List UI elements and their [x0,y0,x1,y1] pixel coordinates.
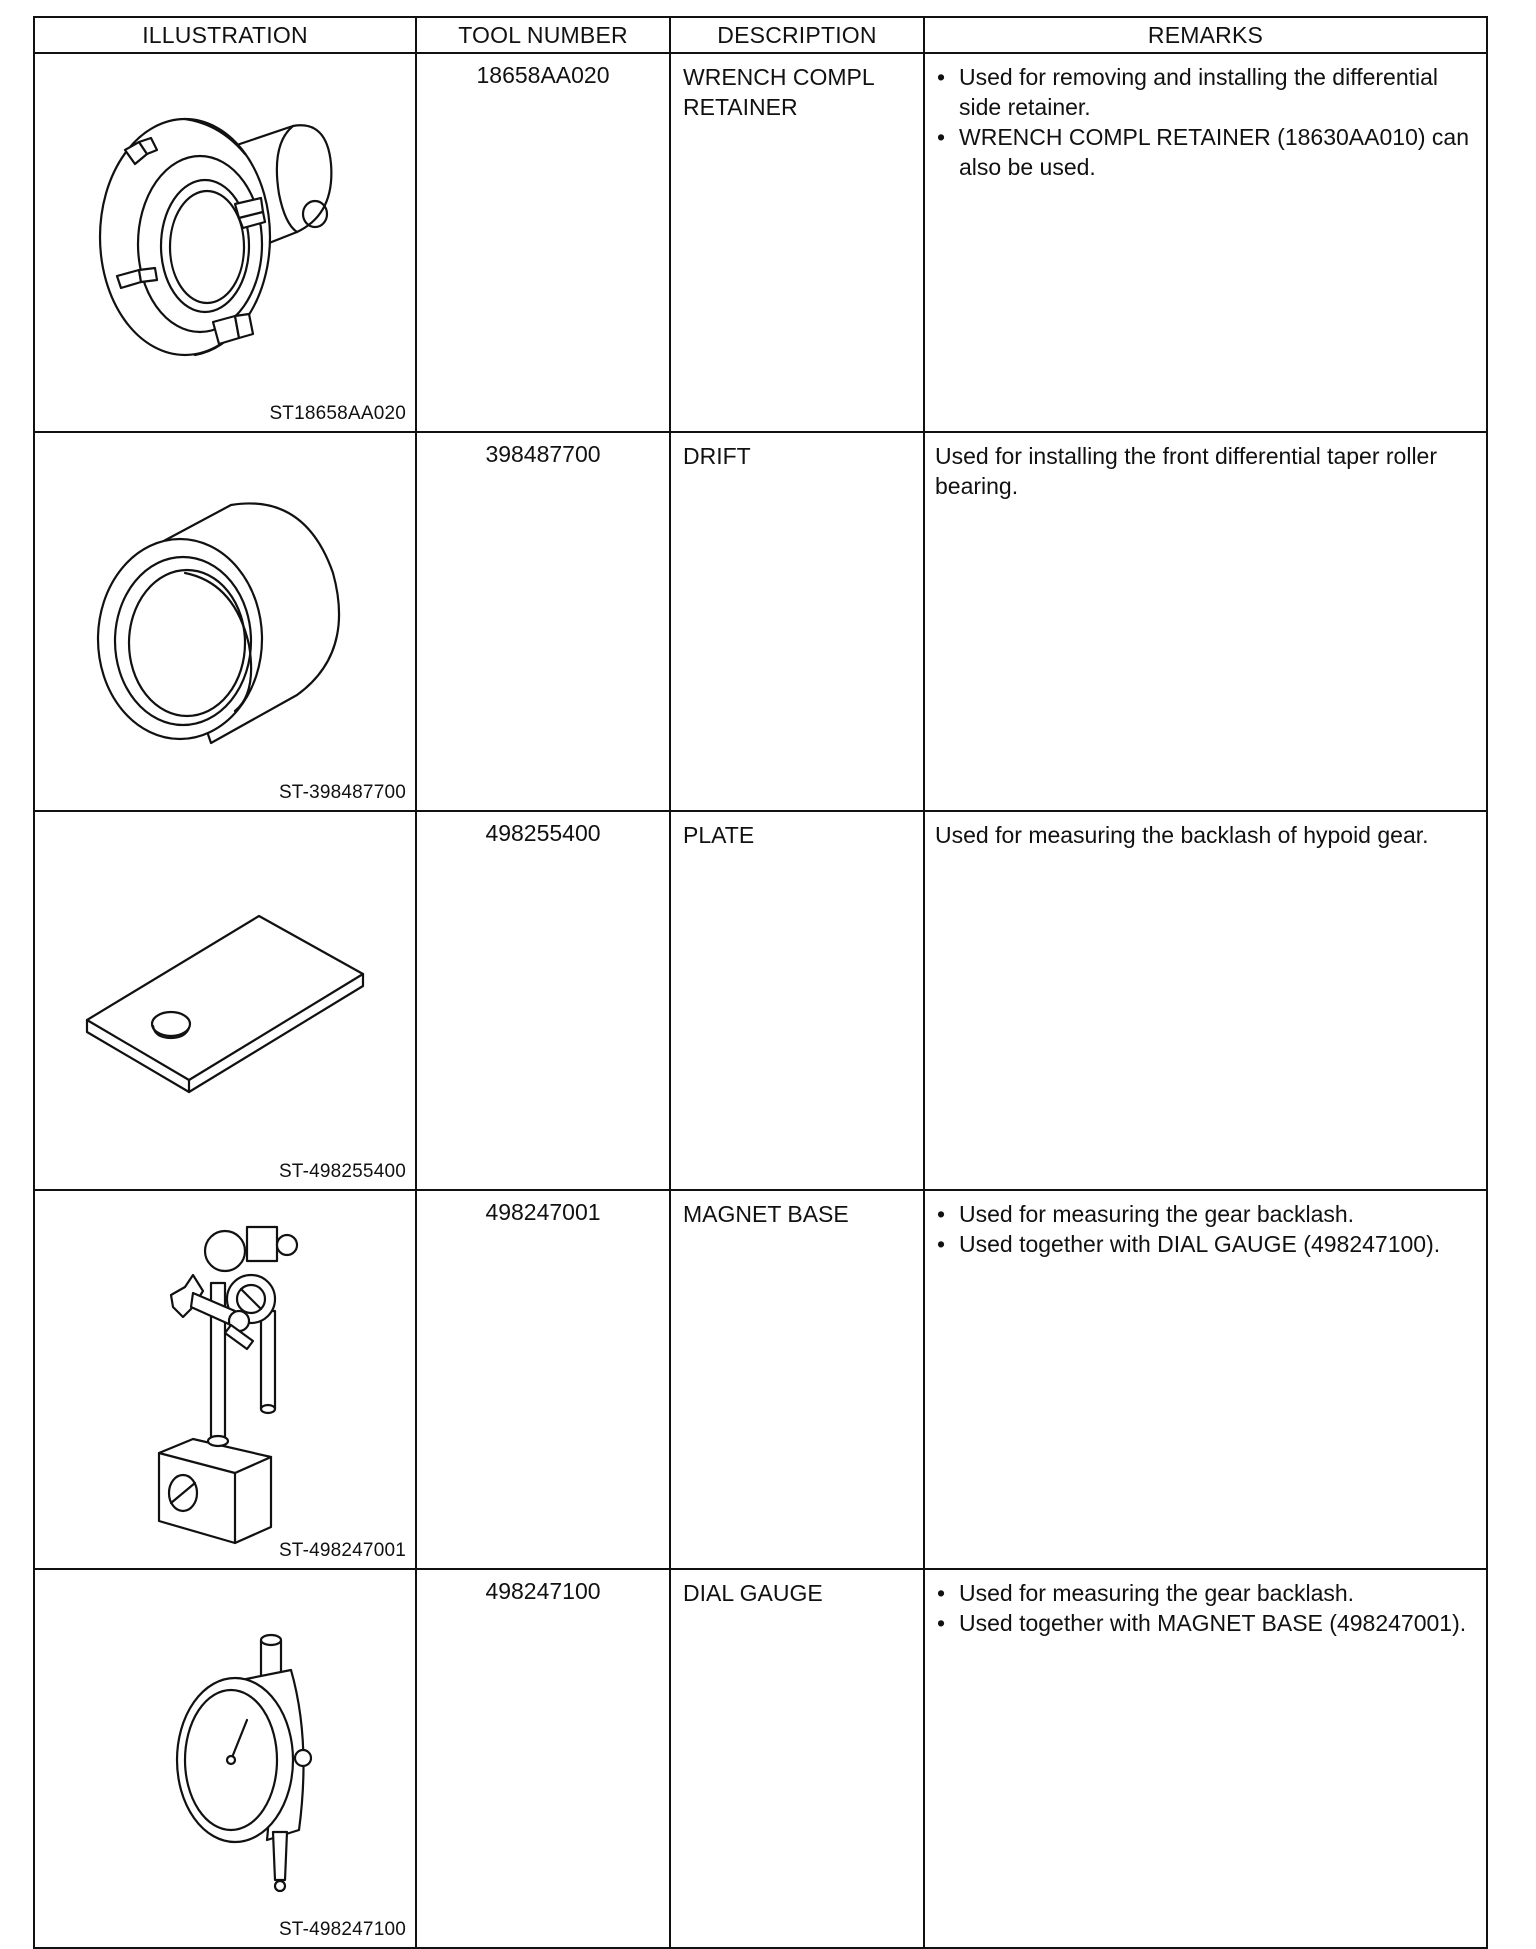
illustration-cell [34,811,416,1190]
table-row [34,53,1487,432]
tool-number-cell: 18658AA020 [416,53,670,432]
tool-number-cell: 498247001 [416,1190,670,1569]
remarks-cell [924,432,1487,811]
tool-number-cell: 498255400 [416,811,670,1190]
drift-illustration [35,433,415,802]
table-row [34,1569,1487,1948]
header-illustration: ILLUSTRATION [34,17,416,53]
remarks-list [935,1578,1476,1638]
description-cell: MAGNET BASE [670,1190,924,1569]
illustration-cell [34,1569,416,1948]
illustration-code: ST18658AA020 [269,403,406,424]
remarks-list [935,62,1476,182]
wrench-retainer-illustration [35,54,415,423]
plate-illustration [35,812,415,1181]
remarks-item: • Used for measuring the gear backlash. [935,1578,1476,1608]
description-cell: PLATE [670,811,924,1190]
illustration-code: ST-398487700 [278,782,406,803]
remarks-cell [924,53,1487,432]
remarks-cell [924,811,1487,1190]
description-cell: WRENCH COMPL RETAINER [670,53,924,432]
remarks-text: Used for measuring the backlash of hypoid gear. [935,822,1429,848]
description-cell: DIAL GAUGE [670,1569,924,1948]
illustration-code: ST-498247100 [278,1919,406,1940]
illustration-cell [34,432,416,811]
tool-number-cell: 498247100 [416,1569,670,1948]
remarks-item: • Used together with DIAL GAUGE (498247100). [935,1229,1476,1259]
magnet-base-illustration [35,1191,415,1560]
table-row [34,811,1487,1190]
description-cell: DRIFT [670,432,924,811]
remarks-cell [924,1569,1487,1948]
header-remarks: REMARKS [924,17,1487,53]
remarks-item: • Used for measuring the gear backlash. [935,1199,1476,1229]
table-row [34,432,1487,811]
remarks-item: • Used for removing and installing the differential side retainer. [935,62,1476,122]
table-row [34,1190,1487,1569]
illustration-code: ST-498247001 [278,1540,406,1561]
tool-number-cell: 398487700 [416,432,670,811]
header-row [34,17,1487,53]
header-description: DESCRIPTION [670,17,924,53]
remarks-item: • WRENCH COMPL RETAINER (18630AA010) can also be used. [935,122,1476,182]
illustration-cell [34,53,416,432]
remarks-cell [924,1190,1487,1569]
remarks-item: • Used together with MAGNET BASE (498247001). [935,1608,1476,1638]
illustration-cell [34,1190,416,1569]
illustration-code: ST-498255400 [278,1161,406,1182]
special-tools-table [33,16,1488,1949]
remarks-list [935,1199,1476,1259]
remarks-text: Used for installing the front differential taper roller bearing. [935,443,1438,499]
dial-gauge-illustration [35,1570,415,1939]
header-tool-number: TOOL NUMBER [416,17,670,53]
